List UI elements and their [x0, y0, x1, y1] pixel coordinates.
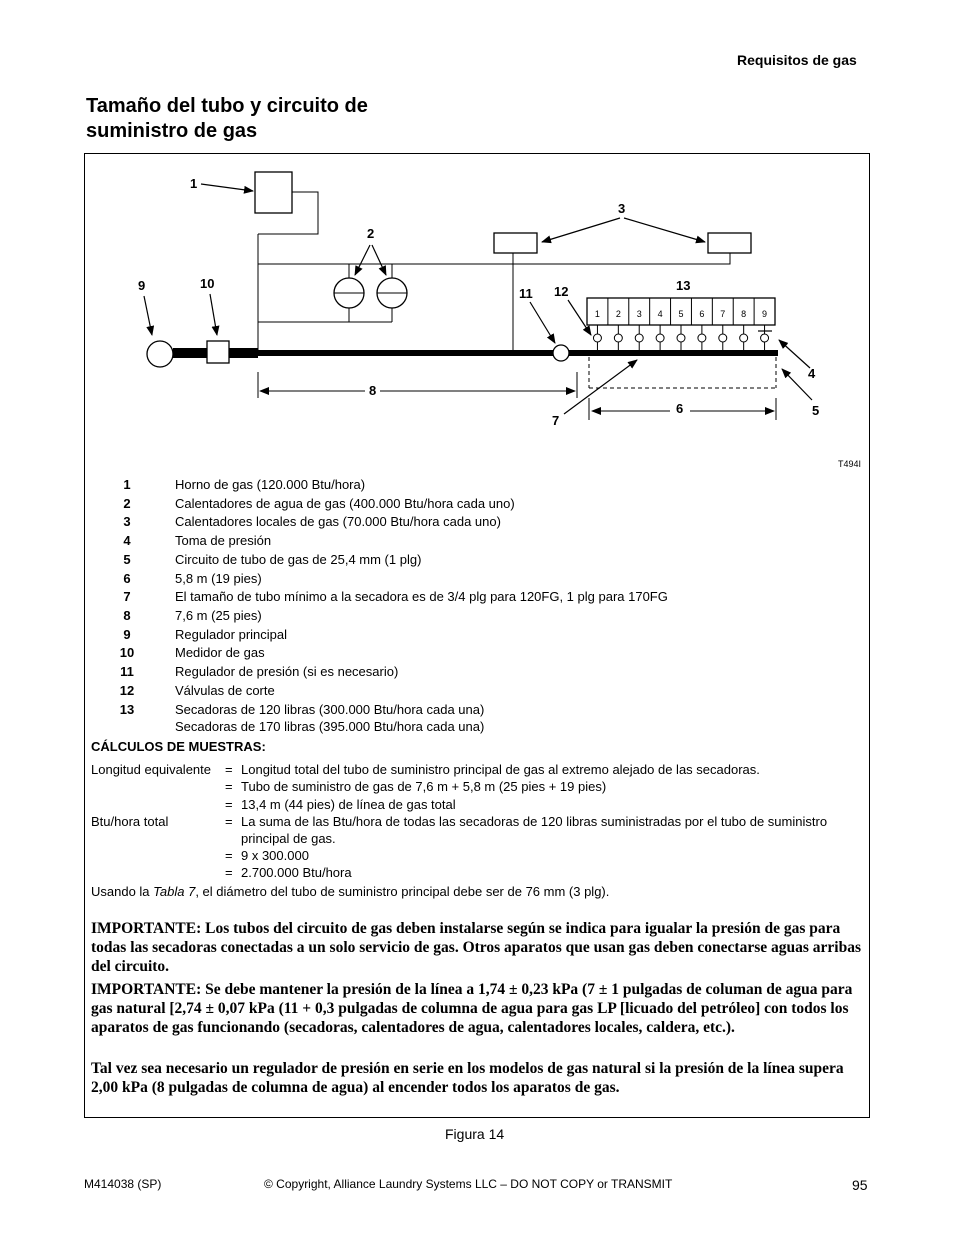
legend-number: 2	[123, 496, 131, 511]
calc-eq: =	[225, 797, 233, 812]
dryer-group	[593, 298, 772, 350]
leader-7	[564, 360, 637, 414]
leader-4	[779, 340, 810, 368]
shutoff-valve	[719, 334, 727, 342]
furnace-box	[255, 172, 292, 213]
gas-piping-diagram	[0, 0, 954, 470]
legend-text: 5,8 m (19 pies)	[175, 571, 262, 586]
legend-text: Horno de gas (120.000 Btu/hora)	[175, 477, 366, 492]
callout-8: 8	[369, 383, 377, 398]
title-line-2: suministro de gas	[86, 120, 258, 142]
footer-doc-id: M414038 (SP)	[84, 1177, 162, 1191]
leader-9	[144, 296, 152, 335]
legend-text: Secadoras de 120 libras (300.000 Btu/hora cada una)	[175, 702, 485, 717]
callout-1: 1	[190, 176, 198, 191]
callout-6: 6	[676, 401, 684, 416]
important-note-3: Tal vez sea necesario un regulador de presión en serie en los modelos de gas natural si la presión de la línea supera 2,00 kPa (8 pulgadas de columna de agua) al encender todos los aparatos de gas.	[91, 1060, 844, 1096]
legend-number: 9	[123, 627, 131, 642]
legend-number: 3	[123, 514, 131, 529]
calc-using-pre: Usando la	[91, 884, 154, 899]
calc-label-length: Longitud equivalente	[91, 762, 211, 777]
dryer-number: 3	[636, 309, 642, 319]
shutoff-valve	[698, 334, 706, 342]
calc-line-2: Tubo de suministro de gas de 7,6 m + 5,8 m (25 pies + 19 pies)	[241, 779, 607, 794]
calc-eq: =	[225, 814, 233, 829]
callout-13: 13	[676, 278, 691, 293]
dryer-number: 9	[762, 309, 768, 319]
space-heater-1	[494, 233, 537, 253]
callout-12: 12	[554, 284, 569, 299]
figure-caption: Figura 14	[445, 1126, 505, 1142]
legend-text: Válvulas de corte	[175, 683, 275, 698]
callout-9: 9	[138, 278, 146, 293]
section-header: Requisitos de gas	[737, 52, 857, 68]
shutoff-valve	[635, 334, 643, 342]
main-regulator	[147, 341, 173, 367]
calc-line-6: 2.700.000 Btu/hora	[241, 865, 352, 880]
calc-eq: =	[225, 762, 233, 777]
dryer-number: 1	[594, 309, 600, 319]
gas-meter	[207, 341, 229, 363]
pressure-regulator	[553, 345, 569, 361]
callout-10: 10	[200, 276, 215, 291]
footer-copyright: © Copyright, Alliance Laundry Systems LLC – DO NOT COPY or TRANSMIT	[264, 1177, 673, 1191]
page-number: 95	[852, 1177, 868, 1193]
callout-3: 3	[618, 201, 626, 216]
calc-line-4a: La suma de las Btu/hora de todas las secadoras de 120 libras suministradas por el tubo de suministro	[241, 814, 828, 829]
callout-2: 2	[367, 226, 375, 241]
calc-using-post: , el diámetro del tubo de suministro principal debe ser de 76 mm (3 plg).	[195, 884, 610, 899]
callout-4: 4	[808, 366, 816, 381]
dryer-number: 7	[720, 309, 726, 319]
leader-1	[201, 184, 253, 191]
important-note-2: IMPORTANTE: Se debe mantener la presión de la línea a 1,74 ± 0,23 kPa (7 ± 1 pulgadas de columan de agua para gas natural [2,74 ± 0,07 kPa (11 + 0,3 pulgadas de columna de agua para gas LP [licuado del petróleo] con todos los aparatos de gas funcionando (secadoras, calentadores de agua, calentadores locales, caldera, etc.).	[91, 981, 853, 1036]
legend-number: 5	[123, 552, 131, 567]
legend-text: Calentadores locales de gas (70.000 Btu/hora cada uno)	[175, 514, 501, 529]
legend-number: 8	[123, 608, 131, 623]
calc-eq: =	[225, 848, 233, 863]
shutoff-valve	[740, 334, 748, 342]
leader-2b	[372, 245, 386, 275]
shutoff-valve	[614, 334, 622, 342]
callout-5: 5	[812, 403, 820, 418]
calc-line-4b: principal de gas.	[241, 831, 336, 846]
legend-text: Regulador principal	[175, 627, 288, 642]
calc-line-1: Longitud total del tubo de suministro principal de gas al extremo alejado de las secadoras.	[241, 762, 760, 777]
space-heater-2	[708, 233, 751, 253]
legend-text: 7,6 m (25 pies)	[175, 608, 262, 623]
legend-number: 6	[123, 571, 131, 586]
legend-text: Medidor de gas	[175, 645, 265, 660]
title-line-1: Tamaño del tubo y circuito de	[86, 95, 368, 117]
callout-7: 7	[552, 413, 560, 428]
calc-eq: =	[225, 779, 233, 794]
legend-number: 1	[123, 477, 131, 492]
leader-3a	[542, 218, 620, 242]
shutoff-valve	[593, 334, 601, 342]
leader-10	[210, 294, 217, 335]
dryer-number: 8	[741, 309, 747, 319]
dryer-number: 2	[615, 309, 621, 319]
legend-text: El tamaño de tubo mínimo a la secadora es de 3/4 plg para 120FG, 1 plg para 170FG	[175, 589, 668, 604]
legend-number: 10	[119, 645, 135, 660]
calc-label-btu: Btu/hora total	[91, 814, 169, 829]
shutoff-valve	[677, 334, 685, 342]
shutoff-valve	[761, 334, 769, 342]
water-heater-pipe	[258, 264, 513, 353]
legend-text: Toma de presión	[175, 533, 272, 548]
leader-2a	[355, 245, 370, 275]
callout-labels	[138, 176, 819, 428]
table-reference: Tabla 7	[153, 884, 196, 899]
leader-3b	[624, 218, 705, 242]
calc-line-5: 9 x 300.000	[241, 848, 309, 863]
figure-code: T494I	[838, 459, 862, 469]
legend-number: 11	[120, 664, 134, 679]
leader-11	[530, 302, 555, 343]
legend-text-secondary: Secadoras de 170 libras (395.000 Btu/hora cada una)	[175, 719, 485, 734]
legend-text: Calentadores de agua de gas (400.000 Btu/hora cada uno)	[175, 496, 515, 511]
dryer-number: 6	[699, 309, 705, 319]
dryer-number: 5	[678, 309, 684, 319]
legend-text: Circuito de tubo de gas de 25,4 mm (1 plg)	[175, 552, 422, 567]
space-heater-2-pipe	[513, 253, 730, 264]
legend-number: 13	[119, 702, 135, 717]
legend-number: 7	[123, 589, 131, 604]
calc-conclusion	[91, 884, 609, 900]
calc-line-3: 13,4 m (44 pies) de línea de gas total	[241, 797, 456, 812]
legend-number: 12	[119, 683, 135, 698]
calc-eq: =	[225, 865, 233, 880]
shutoff-valve	[656, 334, 664, 342]
dryer-number: 4	[657, 309, 663, 319]
legend-number: 4	[123, 533, 131, 548]
important-note-1: IMPORTANTE: Los tubos del circuito de gas deben instalarse según se indica para igualar la presión de gas para todas las secadoras conectadas a un solo servicio de gas. Otros aparatos que usan gas deben conectarse aguas arribas del circuito.	[91, 920, 861, 975]
callout-11: 11	[519, 286, 533, 301]
calc-heading: CÁLCULOS DE MUESTRAS:	[91, 739, 266, 754]
legend-text: Regulador de presión (si es necesario)	[175, 664, 399, 679]
